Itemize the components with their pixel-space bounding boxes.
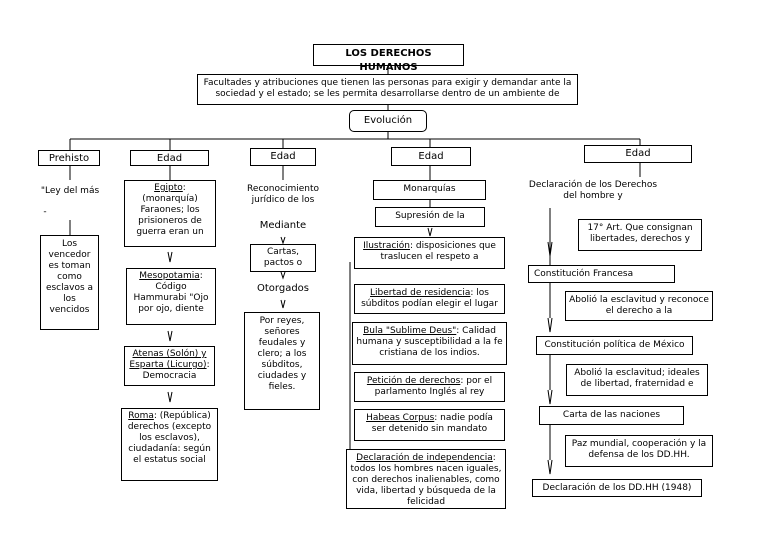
roma-tail: estatus social <box>144 455 206 465</box>
col1-header: Prehisto <box>38 150 100 166</box>
constitucion-mexico: Constitución política de México <box>536 336 693 355</box>
declaracion-1948: Declaración de los DD.HH (1948) <box>532 479 702 497</box>
habeas-text: : nadie podía ser detenido sin mandato <box>371 413 493 434</box>
bula-text: : Calidad humana y susceptibilidad a la fe cristiana de los indios. <box>356 326 503 358</box>
col2-header: Edad <box>130 150 209 166</box>
mediante-label: Mediante <box>259 220 307 231</box>
reconocimiento-text: Reconocimiento jurídico de los <box>246 184 320 205</box>
atenas-box <box>124 346 215 386</box>
cartas-box: Cartas, pactos o <box>250 244 316 272</box>
col5-header: Edad <box>584 145 692 163</box>
bula-title: Bula "Sublime Deus" <box>363 326 457 336</box>
carta-naciones: Carta de las naciones <box>539 406 684 425</box>
arrow-icon <box>428 228 432 236</box>
paz-box: Paz mundial, cooperación y la defensa de los DD.HH. <box>565 435 713 467</box>
egipto-box <box>124 180 216 247</box>
ilustracion-text: : disposiciones que traslucen el respeto a <box>380 241 496 262</box>
arrow-icon <box>548 460 552 474</box>
peticion-box <box>354 372 505 402</box>
meso-title: Mesopotamia <box>139 271 200 281</box>
atenas-text: : Democracia <box>142 360 210 381</box>
habeas-title: Habeas Corpus <box>366 413 435 423</box>
meso-text: : Código Hammurabi "Ojo por ojo, diente <box>133 271 209 314</box>
libertad-box <box>354 284 505 314</box>
declaracion-text: : todos los hombres nacen iguales, con derechos inalienables, como vida, libertad y búsqueda de la <box>350 453 502 496</box>
egipto-title: Egipto <box>154 183 183 193</box>
art17-box: 17° Art. Que consignan libertades, derechos y <box>578 219 702 251</box>
otorgados-label: Otorgados <box>257 283 309 294</box>
esclavitud2-box: Abolió la esclavitud; ideales de libertad, fraternidad e <box>566 364 708 396</box>
atenas-title: Atenas (Solón) y Esparta (Licurgo) <box>129 349 207 370</box>
declaracion-title: Declaración de independencia <box>356 453 493 463</box>
monarquias-box: Monarquías <box>373 180 486 200</box>
libertad-text: : los súbditos podían elegir el lugar <box>361 288 498 309</box>
arrow-icon <box>168 392 172 402</box>
peticion-text: : por el parlamento Inglés al rey <box>374 376 493 397</box>
constitucion-francesa: Constitución Francesa <box>528 265 675 283</box>
roma-box <box>121 408 218 481</box>
libertad-title: Libertad de residencia <box>370 288 471 298</box>
arrow-icon <box>548 390 552 404</box>
arrow-icon <box>281 237 285 243</box>
arrow-icon <box>168 331 172 341</box>
roma-text: : (República) derechos (excepto los esclavos), ciudadanía: según el <box>127 411 212 465</box>
arrow-icon <box>281 300 285 308</box>
peticion-title: Petición de derechos <box>366 376 461 386</box>
bula-box <box>352 322 507 365</box>
col1-quote: "Ley del más <box>40 186 100 196</box>
roma-title: Roma <box>128 411 154 421</box>
page-title: LOS DERECHOS HUMANOS <box>313 44 464 66</box>
declaracion-independencia-box <box>346 449 506 509</box>
reyes-box: Por reyes, señores feudales y clero; a los súbditos, ciudades y fieles. <box>244 312 320 410</box>
definition-box: Facultades y atribuciones que tienen las personas para exigir y demandar ante la sociedad y el estado; se les permita desarrollarse dentro de un ambiente de <box>197 74 578 105</box>
egipto-text: : (monarquía) Faraones; los prisioneros de guerra eran un <box>136 183 204 237</box>
declaracion-tail: felicidad <box>406 497 446 507</box>
evolucion-node: Evolución <box>349 110 427 132</box>
mesopotamia-box <box>126 268 216 325</box>
col4-header: Edad <box>391 147 471 166</box>
ilustracion-box <box>354 237 505 269</box>
col1-quote-tail: - <box>43 207 47 217</box>
supresion-box: Supresión de la <box>375 207 485 227</box>
arrow-icon <box>168 252 172 262</box>
arrow-icon <box>548 318 552 332</box>
col3-header: Edad <box>250 148 316 166</box>
arrow-icon <box>281 272 285 278</box>
esclavitud1-box: Abolió la esclavitud y reconoce el derecho a la <box>565 291 713 321</box>
ilustracion-title: Ilustración <box>363 241 411 251</box>
habeas-box <box>354 409 505 441</box>
declaracion-hombre: Declaración de los Derechos del hombre y <box>528 180 658 201</box>
col1-slaves: Los vencedor es toman como esclavos a los vencidos <box>40 235 99 330</box>
